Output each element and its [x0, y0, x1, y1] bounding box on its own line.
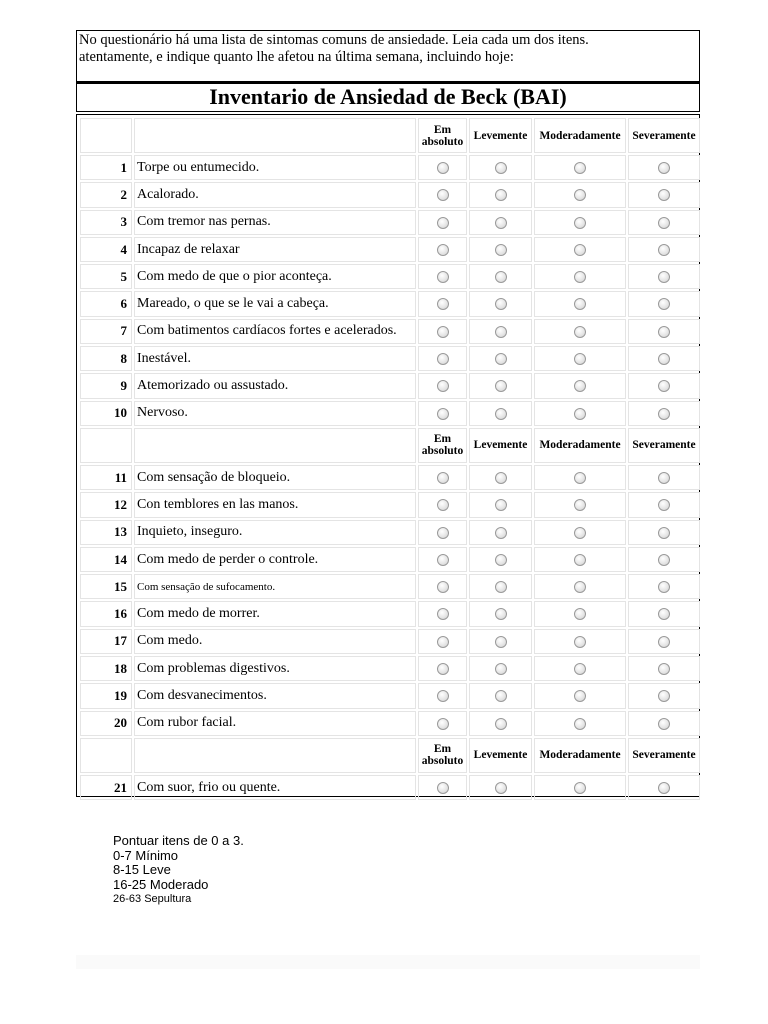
answer-cell	[534, 319, 626, 344]
radio-moderadamente[interactable]	[574, 636, 586, 648]
question-row	[80, 401, 700, 426]
option-header-text: Em	[433, 433, 452, 446]
answer-cell	[469, 401, 532, 426]
answer-cell	[418, 210, 467, 235]
answer-cell	[534, 574, 626, 599]
radio-severamente[interactable]	[658, 217, 670, 229]
radio-moderadamente[interactable]	[574, 718, 586, 730]
radio-levemente[interactable]	[495, 189, 507, 201]
scoring-line: 16-25 Moderado	[113, 876, 209, 892]
answer-cell	[534, 401, 626, 426]
radio-levemente[interactable]	[495, 162, 507, 174]
question-row	[80, 319, 700, 344]
question-text: Com problemas digestivos.	[134, 656, 416, 681]
question-row	[80, 683, 700, 708]
question-number: 5	[80, 264, 132, 289]
answer-cell	[418, 373, 467, 398]
question-text: Com sensação de bloqueio.	[134, 465, 416, 490]
radio-moderadamente[interactable]	[574, 608, 586, 620]
question-text: Nervoso.	[134, 401, 416, 426]
radio-em-absoluto[interactable]	[437, 608, 449, 620]
radio-moderadamente[interactable]	[574, 527, 586, 539]
radio-em-absoluto[interactable]	[437, 636, 449, 648]
option-header-levemente: Levemente	[469, 428, 532, 463]
question-number: 4	[80, 237, 132, 262]
answer-cell	[469, 264, 532, 289]
radio-severamente[interactable]	[658, 189, 670, 201]
radio-em-absoluto[interactable]	[437, 499, 449, 511]
options-header-row	[80, 738, 700, 773]
question-text: Inestável.	[134, 346, 416, 371]
option-header-severamente: Severamente	[628, 738, 700, 773]
answer-cell	[469, 465, 532, 490]
question-row	[80, 465, 700, 490]
answer-cell	[628, 683, 700, 708]
radio-severamente[interactable]	[658, 353, 670, 365]
answer-cell	[418, 775, 467, 800]
radio-severamente[interactable]	[658, 326, 670, 338]
question-row	[80, 291, 700, 316]
radio-em-absoluto[interactable]	[437, 162, 449, 174]
radio-em-absoluto[interactable]	[437, 353, 449, 365]
question-text: Com rubor facial.	[134, 711, 416, 736]
radio-levemente[interactable]	[495, 353, 507, 365]
answer-cell	[628, 520, 700, 545]
radio-em-absoluto[interactable]	[437, 782, 449, 794]
answer-cell	[469, 210, 532, 235]
question-row	[80, 656, 700, 681]
radio-severamente[interactable]	[658, 690, 670, 702]
question-text: Com medo.	[134, 629, 416, 654]
intro-box	[76, 30, 700, 82]
answer-cell	[534, 346, 626, 371]
radio-levemente[interactable]	[495, 782, 507, 794]
radio-em-absoluto[interactable]	[437, 527, 449, 539]
option-header-text: absoluto	[421, 445, 464, 458]
radio-levemente[interactable]	[495, 527, 507, 539]
answer-cell	[534, 775, 626, 800]
radio-severamente[interactable]	[658, 527, 670, 539]
question-text: Incapaz de relaxar	[134, 237, 416, 262]
question-text: Atemorizado ou assustado.	[134, 373, 416, 398]
header-spacer	[134, 428, 416, 463]
radio-severamente[interactable]	[658, 244, 670, 256]
option-header-levemente: Levemente	[469, 738, 532, 773]
radio-moderadamente[interactable]	[574, 690, 586, 702]
radio-severamente[interactable]	[658, 472, 670, 484]
radio-moderadamente[interactable]	[574, 408, 586, 420]
header-spacer	[80, 118, 132, 153]
radio-moderadamente[interactable]	[574, 499, 586, 511]
option-header-text: absoluto	[421, 755, 464, 768]
answer-cell	[469, 319, 532, 344]
option-header-em-absoluto	[418, 118, 467, 153]
answer-cell	[534, 237, 626, 262]
radio-em-absoluto[interactable]	[437, 217, 449, 229]
radio-moderadamente[interactable]	[574, 217, 586, 229]
radio-severamente[interactable]	[658, 162, 670, 174]
radio-severamente[interactable]	[658, 636, 670, 648]
answer-cell	[469, 291, 532, 316]
options-header-row	[80, 118, 700, 153]
answer-cell	[418, 711, 467, 736]
answer-cell	[418, 683, 467, 708]
radio-moderadamente[interactable]	[574, 189, 586, 201]
option-header-levemente: Levemente	[469, 118, 532, 153]
intro-line-2: atentamente, e indique quanto lhe afetou na última semana, incluindo hoje:	[79, 49, 514, 65]
header-spacer	[134, 738, 416, 773]
answer-cell	[628, 155, 700, 180]
answer-cell	[469, 492, 532, 517]
question-text: Com medo de morrer.	[134, 601, 416, 626]
radio-severamente[interactable]	[658, 581, 670, 593]
answer-cell	[628, 237, 700, 262]
answer-cell	[418, 574, 467, 599]
question-number: 6	[80, 291, 132, 316]
answer-cell	[418, 291, 467, 316]
question-row	[80, 711, 700, 736]
radio-moderadamente[interactable]	[574, 162, 586, 174]
answer-cell	[469, 574, 532, 599]
answer-cell	[628, 574, 700, 599]
scoring-line: 26-63 Sepultura	[113, 893, 192, 905]
answer-cell	[418, 155, 467, 180]
radio-moderadamente[interactable]	[574, 554, 586, 566]
answer-cell	[469, 711, 532, 736]
question-text: Com suor, frio ou quente.	[134, 775, 416, 800]
answer-cell	[534, 291, 626, 316]
radio-moderadamente[interactable]	[574, 472, 586, 484]
radio-moderadamente[interactable]	[574, 581, 586, 593]
scoring-legend	[113, 834, 244, 907]
radio-em-absoluto[interactable]	[437, 663, 449, 675]
question-number: 7	[80, 319, 132, 344]
answer-cell	[534, 547, 626, 572]
answer-cell	[628, 601, 700, 626]
answer-cell	[628, 210, 700, 235]
radio-em-absoluto[interactable]	[437, 554, 449, 566]
answer-cell	[418, 182, 467, 207]
radio-severamente[interactable]	[658, 718, 670, 730]
answer-cell	[469, 656, 532, 681]
questionnaire-table	[78, 116, 702, 802]
radio-levemente[interactable]	[495, 271, 507, 283]
answer-cell	[418, 346, 467, 371]
question-number: 8	[80, 346, 132, 371]
answer-cell	[534, 155, 626, 180]
radio-severamente[interactable]	[658, 499, 670, 511]
radio-levemente[interactable]	[495, 298, 507, 310]
question-text: Acalorado.	[134, 182, 416, 207]
radio-levemente[interactable]	[495, 663, 507, 675]
question-row	[80, 155, 700, 180]
option-header-severamente: Severamente	[628, 428, 700, 463]
intro-line-1: No questionário há uma lista de sintomas comuns de ansiedade. Leia cada um dos itens.	[79, 32, 589, 48]
options-header-row	[80, 428, 700, 463]
radio-levemente[interactable]	[495, 554, 507, 566]
question-number: 13	[80, 520, 132, 545]
radio-levemente[interactable]	[495, 499, 507, 511]
question-row	[80, 237, 700, 262]
scoring-line: 8-15 Leve	[113, 862, 171, 877]
radio-severamente[interactable]	[658, 408, 670, 420]
answer-cell	[628, 264, 700, 289]
question-text: Com desvanecimentos.	[134, 683, 416, 708]
answer-cell	[469, 520, 532, 545]
radio-severamente[interactable]	[658, 554, 670, 566]
answer-cell	[469, 775, 532, 800]
option-header-moderadamente: Moderadamente	[534, 118, 626, 153]
radio-levemente[interactable]	[495, 326, 507, 338]
question-number: 15	[80, 574, 132, 599]
question-row	[80, 264, 700, 289]
question-number: 17	[80, 629, 132, 654]
answer-cell	[418, 237, 467, 262]
radio-em-absoluto[interactable]	[437, 271, 449, 283]
question-text: Com medo de perder o controle.	[134, 547, 416, 572]
answer-cell	[469, 237, 532, 262]
radio-em-absoluto[interactable]	[437, 472, 449, 484]
answer-cell	[469, 346, 532, 371]
radio-levemente[interactable]	[495, 244, 507, 256]
answer-cell	[534, 520, 626, 545]
answer-cell	[418, 492, 467, 517]
question-number: 18	[80, 656, 132, 681]
answer-cell	[628, 401, 700, 426]
radio-moderadamente[interactable]	[574, 782, 586, 794]
answer-cell	[469, 601, 532, 626]
question-number: 19	[80, 683, 132, 708]
answer-cell	[418, 520, 467, 545]
radio-severamente[interactable]	[658, 271, 670, 283]
answer-cell	[628, 775, 700, 800]
answer-cell	[628, 319, 700, 344]
option-header-em-absoluto	[418, 428, 467, 463]
header-spacer	[80, 428, 132, 463]
question-text: Com sensação de sufocamento.	[134, 574, 416, 599]
option-header-moderadamente: Moderadamente	[534, 428, 626, 463]
answer-cell	[534, 711, 626, 736]
header-spacer	[134, 118, 416, 153]
radio-levemente[interactable]	[495, 217, 507, 229]
answer-cell	[534, 629, 626, 654]
radio-severamente[interactable]	[658, 782, 670, 794]
question-number: 21	[80, 775, 132, 800]
answer-cell	[628, 547, 700, 572]
option-header-text: Em	[433, 743, 452, 756]
answer-cell	[534, 210, 626, 235]
radio-em-absoluto[interactable]	[437, 718, 449, 730]
question-number: 12	[80, 492, 132, 517]
question-number: 14	[80, 547, 132, 572]
answer-cell	[469, 683, 532, 708]
radio-moderadamente[interactable]	[574, 380, 586, 392]
question-number: 11	[80, 465, 132, 490]
answer-cell	[534, 601, 626, 626]
answer-cell	[628, 291, 700, 316]
question-text: Com tremor nas pernas.	[134, 210, 416, 235]
option-header-em-absoluto	[418, 738, 467, 773]
option-header-text: Em	[433, 123, 452, 136]
answer-cell	[628, 373, 700, 398]
radio-moderadamente[interactable]	[574, 663, 586, 675]
radio-levemente[interactable]	[495, 690, 507, 702]
answer-cell	[534, 492, 626, 517]
radio-levemente[interactable]	[495, 380, 507, 392]
questionnaire-form	[76, 114, 700, 797]
answer-cell	[534, 683, 626, 708]
radio-levemente[interactable]	[495, 581, 507, 593]
question-row	[80, 210, 700, 235]
answer-cell	[418, 656, 467, 681]
radio-em-absoluto[interactable]	[437, 189, 449, 201]
answer-cell	[418, 319, 467, 344]
answer-cell	[418, 264, 467, 289]
question-text: Torpe ou entumecido.	[134, 155, 416, 180]
radio-em-absoluto[interactable]	[437, 408, 449, 420]
page-title: Inventario de Ansiedad de Beck (BAI)	[76, 82, 700, 112]
question-row	[80, 182, 700, 207]
radio-moderadamente[interactable]	[574, 298, 586, 310]
question-number: 16	[80, 601, 132, 626]
answer-cell	[628, 182, 700, 207]
answer-cell	[469, 547, 532, 572]
radio-levemente[interactable]	[495, 408, 507, 420]
answer-cell	[628, 465, 700, 490]
scoring-line: Pontuar itens de 0 a 3.	[113, 833, 244, 848]
radio-moderadamente[interactable]	[574, 244, 586, 256]
answer-cell	[418, 629, 467, 654]
option-header-severamente: Severamente	[628, 118, 700, 153]
radio-em-absoluto[interactable]	[437, 244, 449, 256]
question-row	[80, 547, 700, 572]
radio-moderadamente[interactable]	[574, 271, 586, 283]
answer-cell	[469, 182, 532, 207]
answer-cell	[628, 492, 700, 517]
question-row	[80, 520, 700, 545]
scoring-line: 0-7 Mínimo	[113, 847, 179, 863]
answer-cell	[534, 465, 626, 490]
question-row	[80, 346, 700, 371]
question-row	[80, 601, 700, 626]
question-number: 9	[80, 373, 132, 398]
answer-cell	[534, 373, 626, 398]
question-number: 2	[80, 182, 132, 207]
question-text: Con temblores en las manos.	[134, 492, 416, 517]
answer-cell	[418, 547, 467, 572]
answer-cell	[534, 182, 626, 207]
radio-moderadamente[interactable]	[574, 326, 586, 338]
radio-levemente[interactable]	[495, 608, 507, 620]
option-header-text: absoluto	[421, 135, 464, 148]
answer-cell	[418, 465, 467, 490]
answer-cell	[469, 629, 532, 654]
question-text: Inquieto, inseguro.	[134, 520, 416, 545]
answer-cell	[418, 601, 467, 626]
header-spacer	[80, 738, 132, 773]
question-row	[80, 775, 700, 800]
radio-em-absoluto[interactable]	[437, 581, 449, 593]
radio-em-absoluto[interactable]	[437, 380, 449, 392]
radio-severamente[interactable]	[658, 608, 670, 620]
answer-cell	[628, 656, 700, 681]
footer-strip	[76, 955, 700, 969]
question-number: 3	[80, 210, 132, 235]
question-text: Mareado, o que se le vai a cabeça.	[134, 291, 416, 316]
radio-severamente[interactable]	[658, 298, 670, 310]
question-row	[80, 373, 700, 398]
radio-severamente[interactable]	[658, 663, 670, 675]
answer-cell	[534, 264, 626, 289]
answer-cell	[469, 373, 532, 398]
option-header-moderadamente: Moderadamente	[534, 738, 626, 773]
answer-cell	[534, 656, 626, 681]
radio-levemente[interactable]	[495, 636, 507, 648]
answer-cell	[418, 401, 467, 426]
question-row	[80, 492, 700, 517]
answer-cell	[628, 346, 700, 371]
answer-cell	[628, 711, 700, 736]
answer-cell	[469, 155, 532, 180]
radio-em-absoluto[interactable]	[437, 298, 449, 310]
radio-em-absoluto[interactable]	[437, 326, 449, 338]
radio-severamente[interactable]	[658, 380, 670, 392]
question-text: Com medo de que o pior aconteça.	[134, 264, 416, 289]
radio-levemente[interactable]	[495, 472, 507, 484]
question-number: 20	[80, 711, 132, 736]
question-text: Com batimentos cardíacos fortes e acelerados.	[134, 319, 416, 344]
question-number: 10	[80, 401, 132, 426]
question-row	[80, 629, 700, 654]
question-number: 1	[80, 155, 132, 180]
question-row	[80, 574, 700, 599]
radio-em-absoluto[interactable]	[437, 690, 449, 702]
radio-moderadamente[interactable]	[574, 353, 586, 365]
radio-levemente[interactable]	[495, 718, 507, 730]
answer-cell	[628, 629, 700, 654]
